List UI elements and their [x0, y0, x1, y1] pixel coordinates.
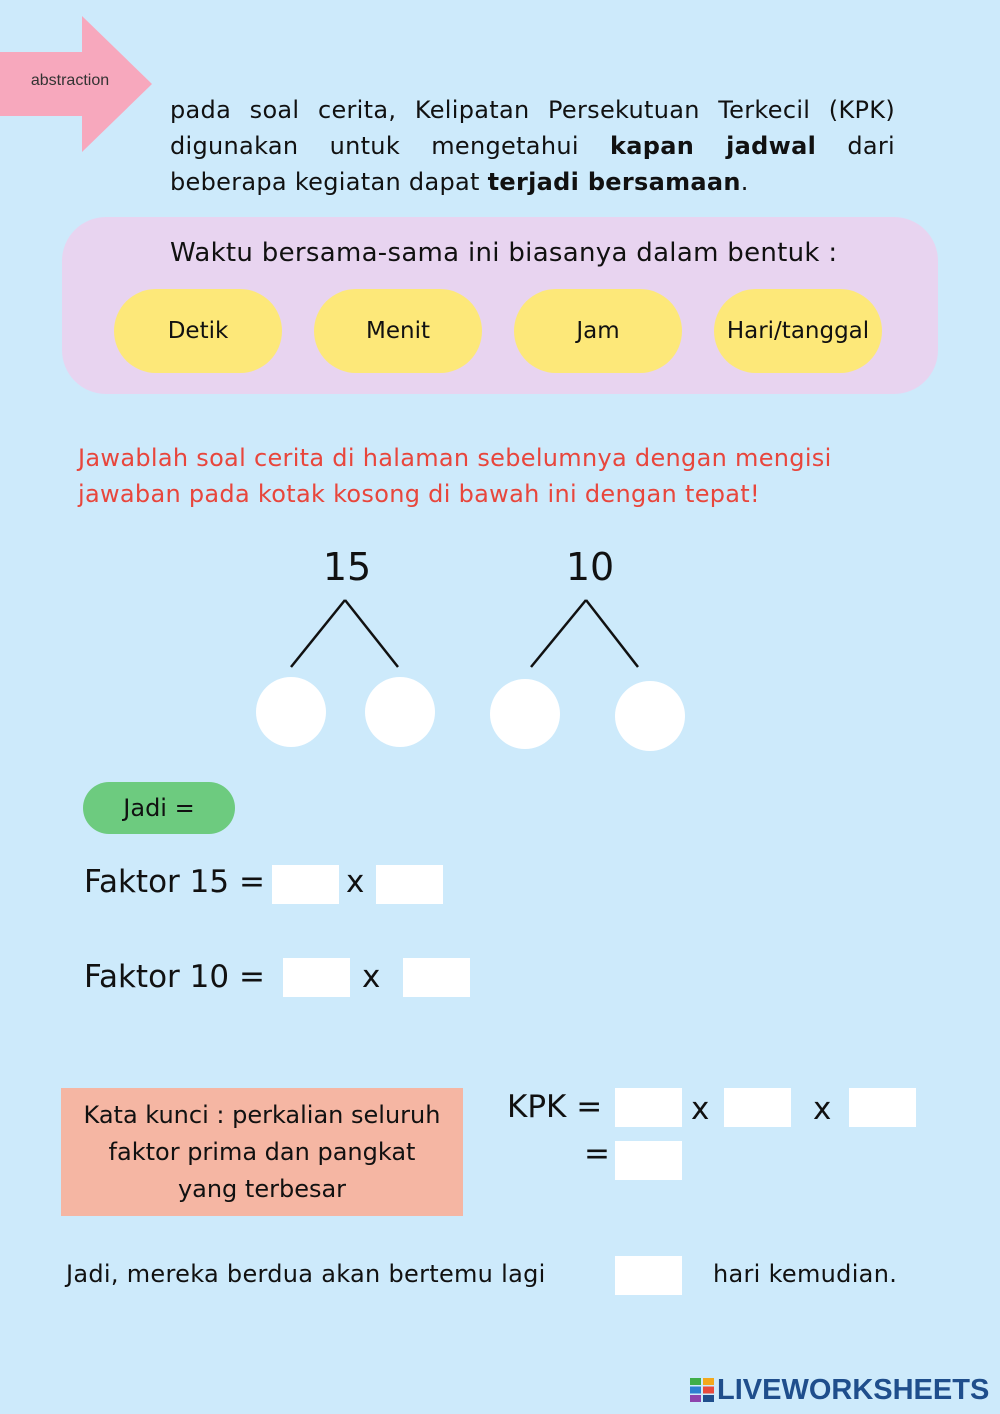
pill-jam: Jam [514, 289, 682, 373]
conclusion-days-input[interactable] [615, 1256, 682, 1295]
factor-circle-15-b[interactable] [365, 677, 435, 747]
faktor-10-input-2[interactable] [403, 958, 470, 997]
tree-number-15: 15 [322, 545, 372, 589]
kpk-times-1: x [691, 1091, 710, 1127]
faktor-10-label: Faktor 10 = [84, 959, 265, 995]
kpk-label: KPK = [507, 1089, 603, 1125]
faktor-15-times: x [346, 864, 365, 900]
brand-text: LIVEWORKSHEETS [717, 1373, 990, 1406]
liveworksheets-logo-icon [690, 1378, 714, 1402]
kpk-equals: = [584, 1136, 610, 1172]
time-forms-title: Waktu bersama-sama ini biasanya dalam bentuk : [170, 238, 838, 268]
kpk-input-2[interactable] [724, 1088, 791, 1127]
conclusion-after: hari kemudian. [713, 1260, 898, 1288]
kpk-input-3[interactable] [849, 1088, 916, 1127]
factor-circle-10-b[interactable] [615, 681, 685, 751]
liveworksheets-brand [690, 1374, 990, 1406]
conclusion-before: Jadi, mereka berdua akan bertemu lagi [66, 1260, 546, 1288]
intro-bold-together: terjadi bersamaan [487, 168, 741, 196]
faktor-15-input-2[interactable] [376, 865, 443, 904]
kpk-input-1[interactable] [615, 1088, 682, 1127]
keyword-text: Kata kunci : perkalian seluruh faktor prima dan pangkat yang terbesar [83, 1100, 441, 1203]
kpk-times-2: x [813, 1091, 832, 1127]
factor-circle-15-a[interactable] [256, 677, 326, 747]
intro-paragraph: pada soal cerita, Kelipatan Persekutuan Terkecil (KPK) digunakan untuk mengetahui kapan jadwal dari beberapa kegiatan dapat terjadi bersamaan. [170, 96, 895, 196]
pill-menit: Menit [314, 289, 482, 373]
kpk-result-input[interactable] [615, 1141, 682, 1180]
faktor-10-input-1[interactable] [283, 958, 350, 997]
intro-bold-schedule: kapan jadwal [610, 132, 817, 160]
jadi-label: Jadi = [83, 782, 235, 834]
factor-circle-10-a[interactable] [490, 679, 560, 749]
faktor-10-times: x [362, 959, 381, 995]
tree-number-10: 10 [565, 545, 615, 589]
badge-label: abstraction [30, 72, 110, 89]
keyword-box [61, 1088, 463, 1216]
pill-detik: Detik [114, 289, 282, 373]
instruction-text: Jawablah soal cerita di halaman sebelumnya dengan mengisi jawaban pada kotak kosong di bawah ini dengan tepat! [78, 444, 832, 508]
faktor-15-label: Faktor 15 = [84, 864, 265, 900]
faktor-15-input-1[interactable] [272, 865, 339, 904]
pill-hari-tanggal: Hari/tanggal [714, 289, 882, 373]
